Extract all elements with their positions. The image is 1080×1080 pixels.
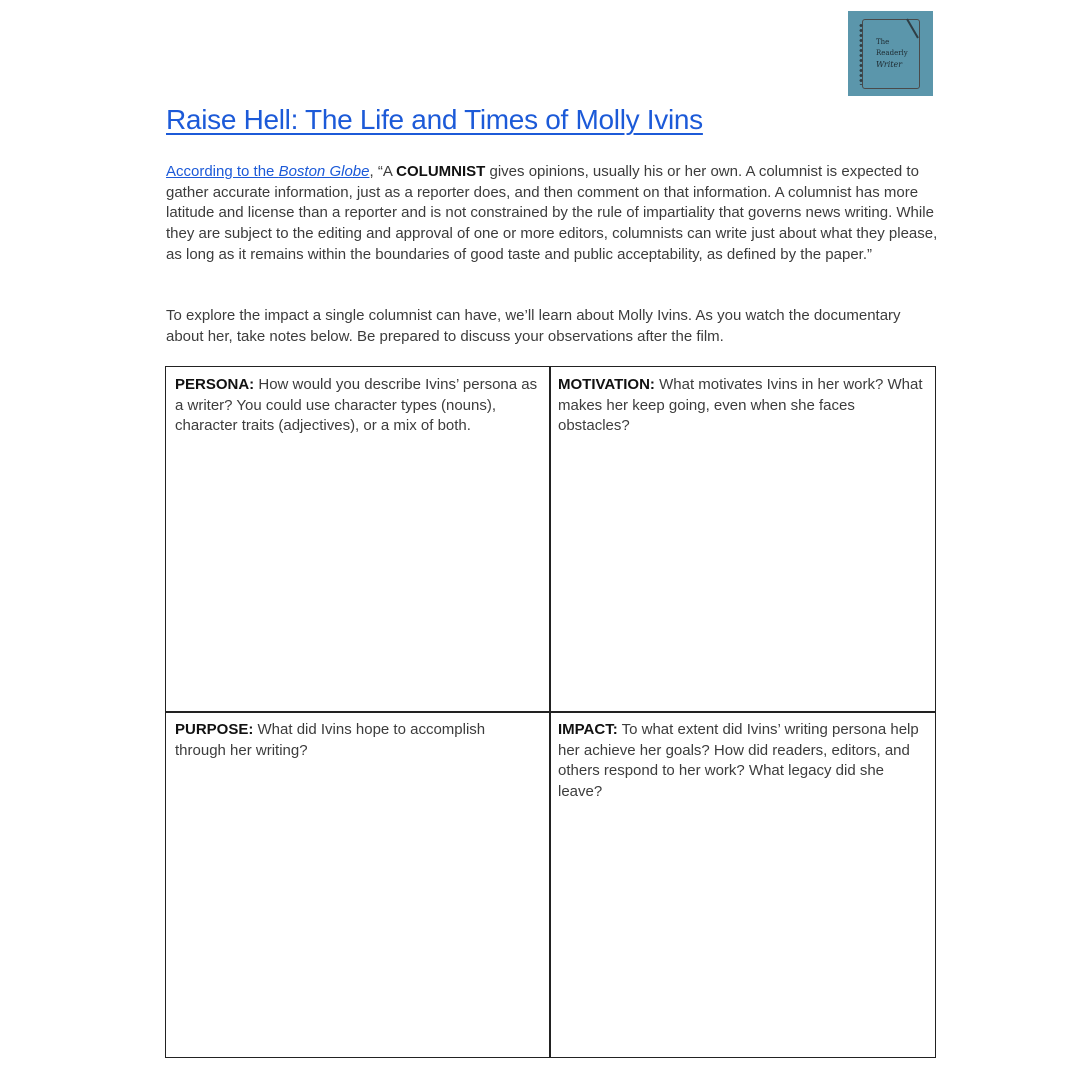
readerly-writer-logo <box>848 11 933 96</box>
notes-grid <box>165 366 936 1058</box>
link-source: Boston Globe <box>278 163 370 180</box>
logo-line-2: Readerly <box>876 49 908 57</box>
logo-text <box>876 37 908 70</box>
motivation-prompt: What motivates Ivins in her work? What makes her keep going, even when she faces obstacles? <box>558 376 923 435</box>
columnist-term: COLUMNIST <box>396 163 486 180</box>
impact-label: IMPACT: <box>558 721 618 738</box>
intro-paragraph <box>166 162 941 266</box>
impact-cell[interactable] <box>549 712 934 1056</box>
page-title[interactable]: Raise Hell: The Life and Times of Molly Ivins <box>166 104 703 135</box>
instructions-paragraph: To explore the impact a single columnist can have, we’ll learn about Molly Ivins. As you watch the documentary about her, take notes below. Be prepared to discuss your observations after the film. <box>166 307 901 345</box>
after-link: , “A <box>369 163 397 180</box>
impact-prompt: To what extent did Ivins’ writing persona help her achieve her goals? How did readers, editors, and others respond to her work? What legacy did she leave? <box>558 721 919 801</box>
link-prefix: According to the <box>166 163 279 180</box>
purpose-prompt: What did Ivins hope to accomplish through her writing? <box>175 721 486 759</box>
spiral-binding-icon <box>857 23 865 85</box>
logo-line-3: Writer <box>876 60 903 69</box>
purpose-label: PURPOSE: <box>175 721 254 738</box>
purpose-cell[interactable] <box>166 712 549 1056</box>
intro-body: gives opinions, usually his or her own. A columnist is expected to gather accurate information, just as a reporter does, and then comment on that information. A columnist has more latitude and license than a reporter and is not constrained by the rule of impartiality that governs news writing. While they are subject to the editing and approval of one or more editors, columnists can write just about what they please, as long as it remains within the boundaries of good taste and public acceptability, as defined by the paper.” <box>166 163 938 263</box>
persona-label: PERSONA: <box>175 376 255 393</box>
persona-cell[interactable] <box>166 367 549 712</box>
persona-prompt: How would you describe Ivins’ persona as a writer? You could use character types (nouns), character traits (adjectives), or a mix of both. <box>175 376 538 435</box>
boston-globe-link[interactable] <box>166 163 369 180</box>
motivation-cell[interactable] <box>549 367 934 712</box>
logo-line-1: The <box>876 38 890 46</box>
motivation-label: MOTIVATION: <box>558 376 655 393</box>
